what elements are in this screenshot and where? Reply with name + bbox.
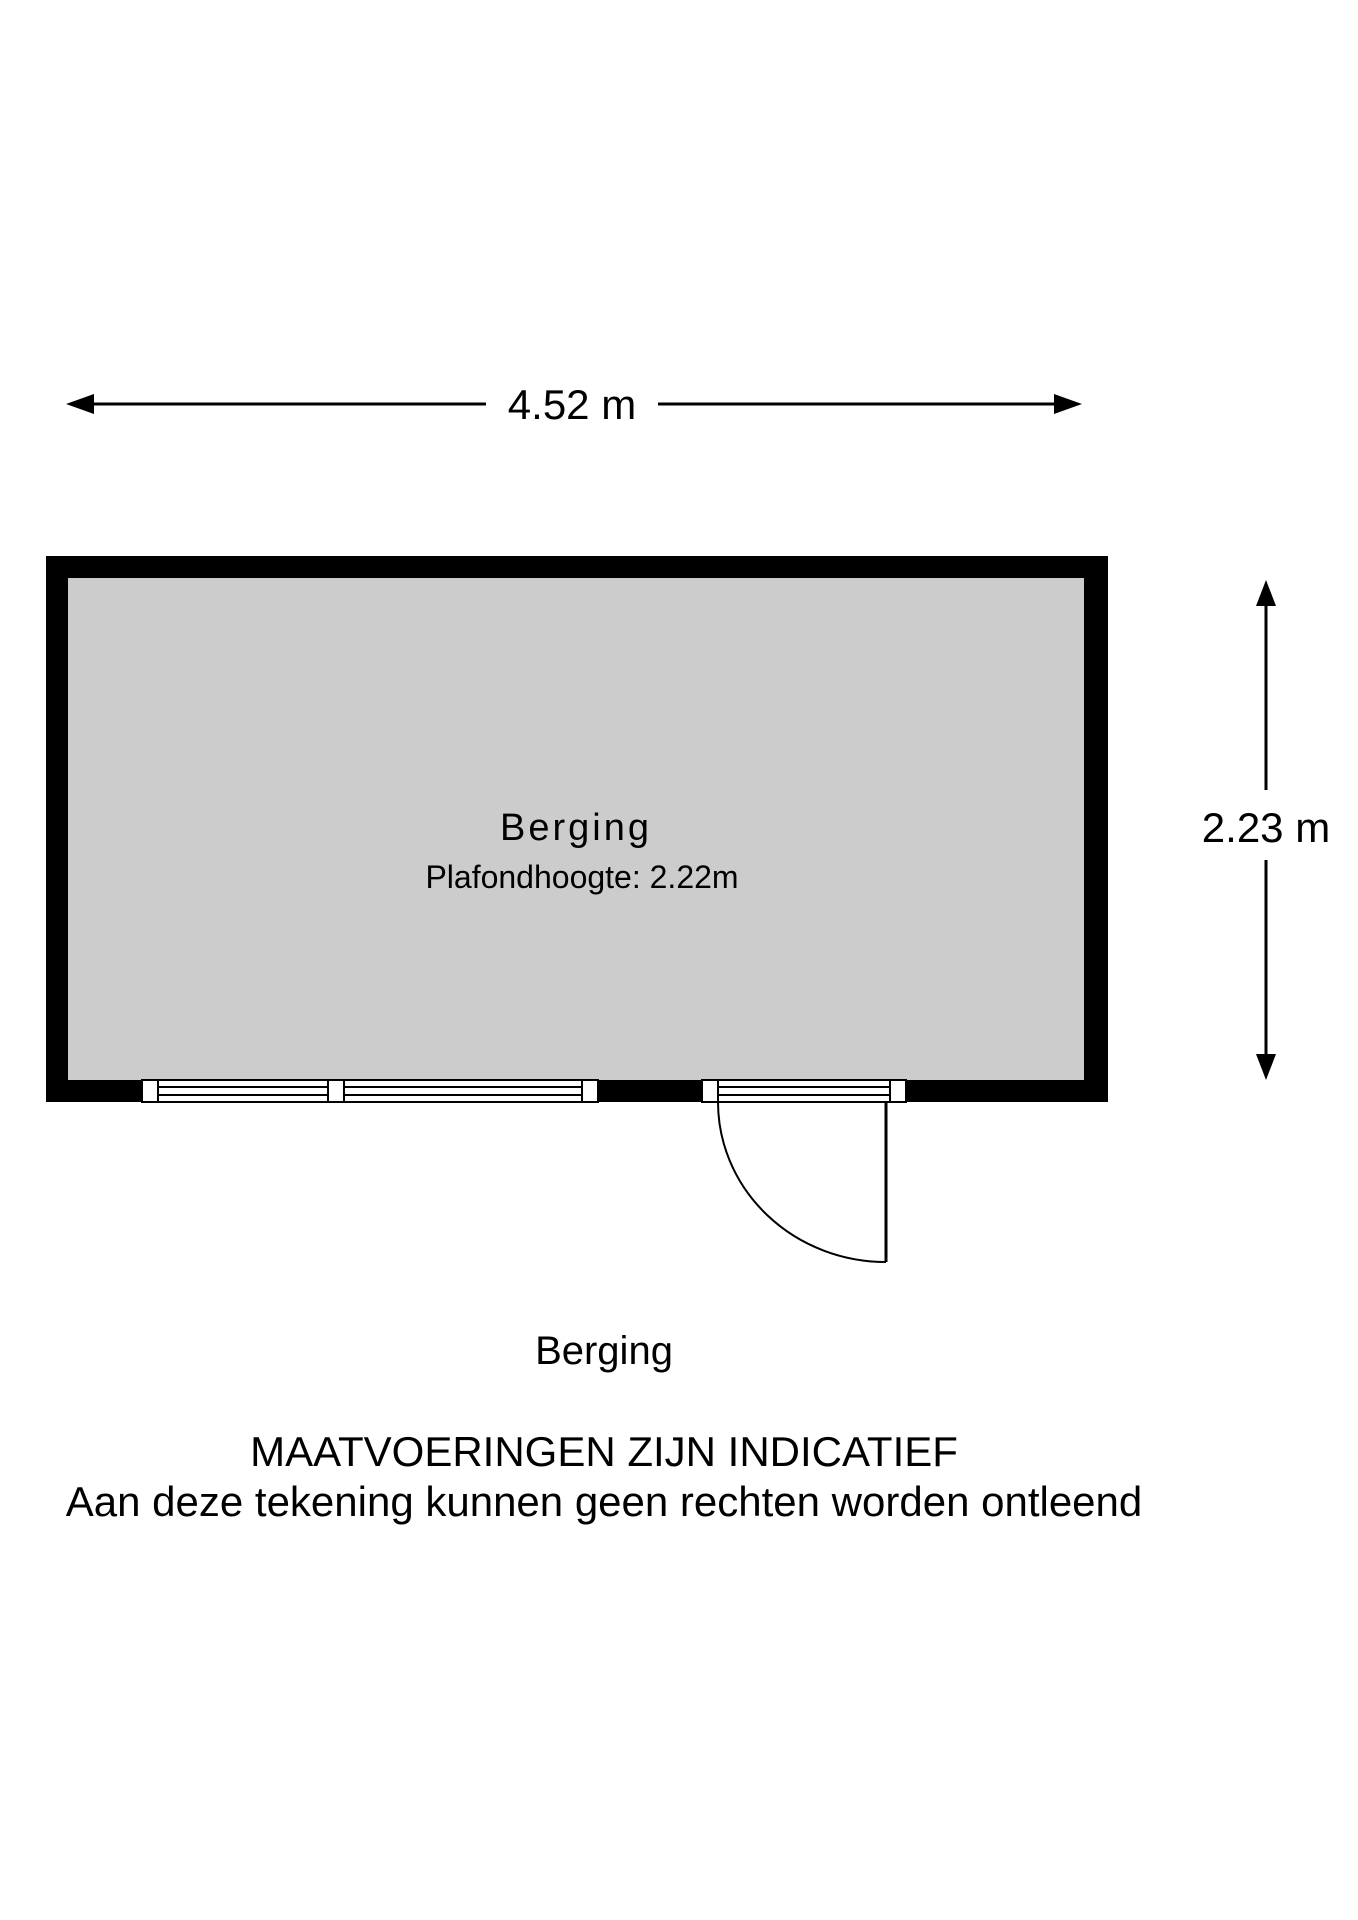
width-dimension [66,381,1082,428]
arrow-left-icon [66,394,94,414]
arrow-up-icon [1256,580,1276,606]
disclaimer-line-2: Aan deze tekening kunnen geen rechten worden ontleend [65,1478,1143,1525]
wall-right [1084,556,1108,1102]
wall-left [46,556,68,1102]
window [142,1080,598,1102]
wall-top [46,556,1108,578]
wall-bottom-middle [598,1080,702,1102]
depth-label: 2.23 m [1201,804,1331,851]
wall-bottom-right [906,1080,1108,1102]
width-label: 4.52 m [507,381,637,428]
wall-bottom-left [46,1080,142,1102]
door [702,1080,906,1262]
arrow-right-icon [1054,394,1082,414]
depth-dimension [1202,580,1330,1080]
room-name: Berging [500,807,652,849]
ceiling-height: Plafondhoogte: 2.22m [425,859,739,895]
arrow-down-icon [1256,1054,1276,1080]
door-swing-arc [718,1102,886,1262]
disclaimer-line-1: MAATVOERINGEN ZIJN INDICATIEF [250,1428,958,1475]
floor-caption: Berging [535,1329,673,1373]
